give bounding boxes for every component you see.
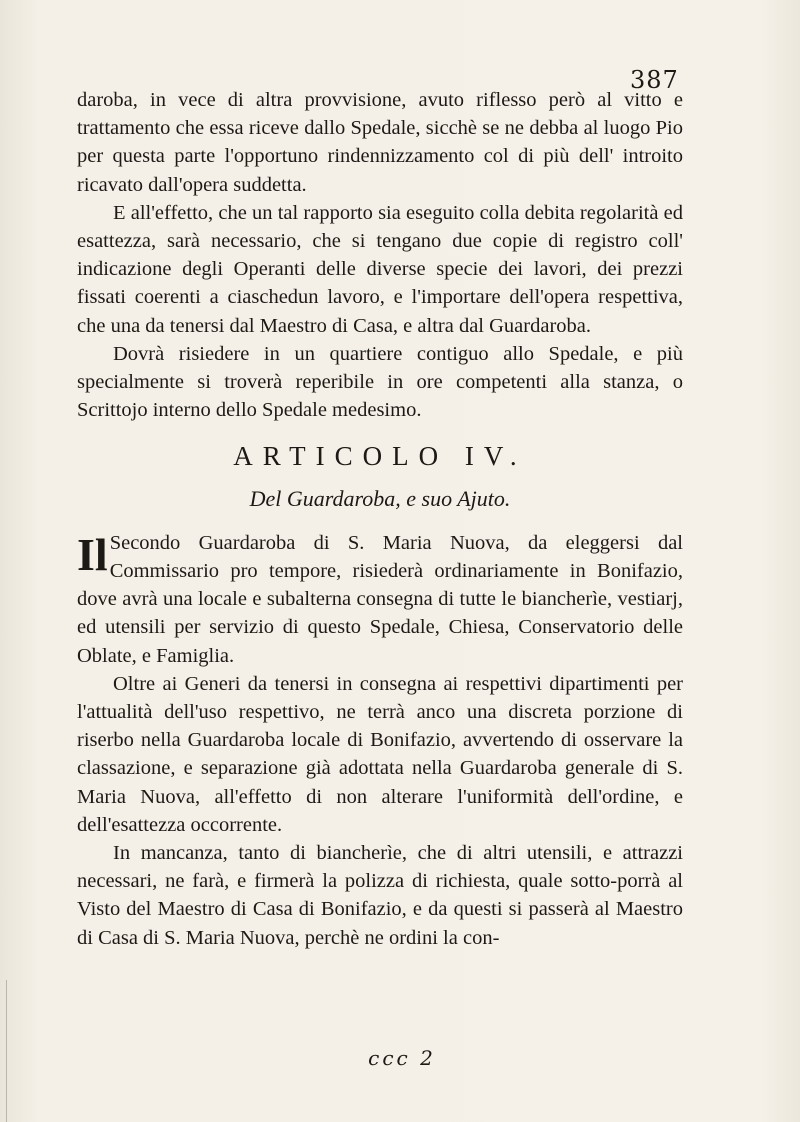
- page-number: 387: [630, 66, 679, 94]
- body-text: [77, 86, 683, 952]
- paragraph-text: Secondo Guardaroba di S. Maria Nuova, da eleggersi dal Commissario pro tempore, risiederà ordinariamente in Bonifazio, dove avrà una locale e subalterna consegna di tutte le biancherìe, vestiarj, ed utensili per servizio di questo Spedale, Chiesa, Conservatorio delle Oblate, e Famiglia.: [77, 531, 683, 667]
- paragraph: In mancanza, tanto di biancherìe, che di altri utensili, e attrazzi necessari, ne farà, e firmerà la polizza di richiesta, quale sotto-porrà al Visto del Maestro di Casa di Bonifazio, e da questi si passerà al Maestro di Casa di S. Maria Nuova, perchè ne ordini la con-: [77, 842, 683, 949]
- page-edge-line: [6, 980, 7, 1122]
- paragraph: E all'effetto, che un tal rapporto sia eseguito colla debita regolarità ed esattezza, sarà necessario, che si tengano due copie di registro coll' indicazione degli Operanti delle diverse specie dei lavori, dei prezzi fissati coerenti a ciaschedun lavoro, e l'importare dell'opera respettiva, che una da tenersi dal Maestro di Casa, e altra dal Guardaroba.: [77, 201, 683, 337]
- paragraph: [77, 529, 683, 670]
- paragraph: Dovrà risiedere in un quartiere contiguo allo Spedale, e più specialmente si troverà reperibile in ore competenti alla stanza, o Scrittojo interno dello Spedale medesimo.: [77, 342, 683, 422]
- paragraph: Oltre ai Generi da tenersi in consegna ai respettivi dipartimenti per l'attualità dell'uso respettivo, ne terrà anco una discreta porzione di riserbo nella Guardaroba locale di Bonifazio, avvertendo di osservare la classazione, e separazione già adottata nella Guardaroba generale di S. Maria Nuova, all'effetto di non alterare l'uniformità dell'ordine, e dell'esattezza occorrente.: [77, 672, 683, 836]
- article-subheading: Del Guardaroba, e suo Ajuto.: [249, 485, 511, 511]
- article-heading: ARTICOLO IV.: [233, 441, 527, 472]
- paragraph: daroba, in vece di altra provvisione, avuto riflesso però al vitto e trattamento che essa riceve dallo Spedale, sicchè se ne debba al luogo Pio per questa parte l'opportuno rindennizzamento col di più dell' introito ricavato dall'opera suddetta.: [77, 89, 683, 196]
- signature-mark: ccc 2: [368, 1046, 436, 1070]
- drop-cap: Il: [77, 528, 108, 580]
